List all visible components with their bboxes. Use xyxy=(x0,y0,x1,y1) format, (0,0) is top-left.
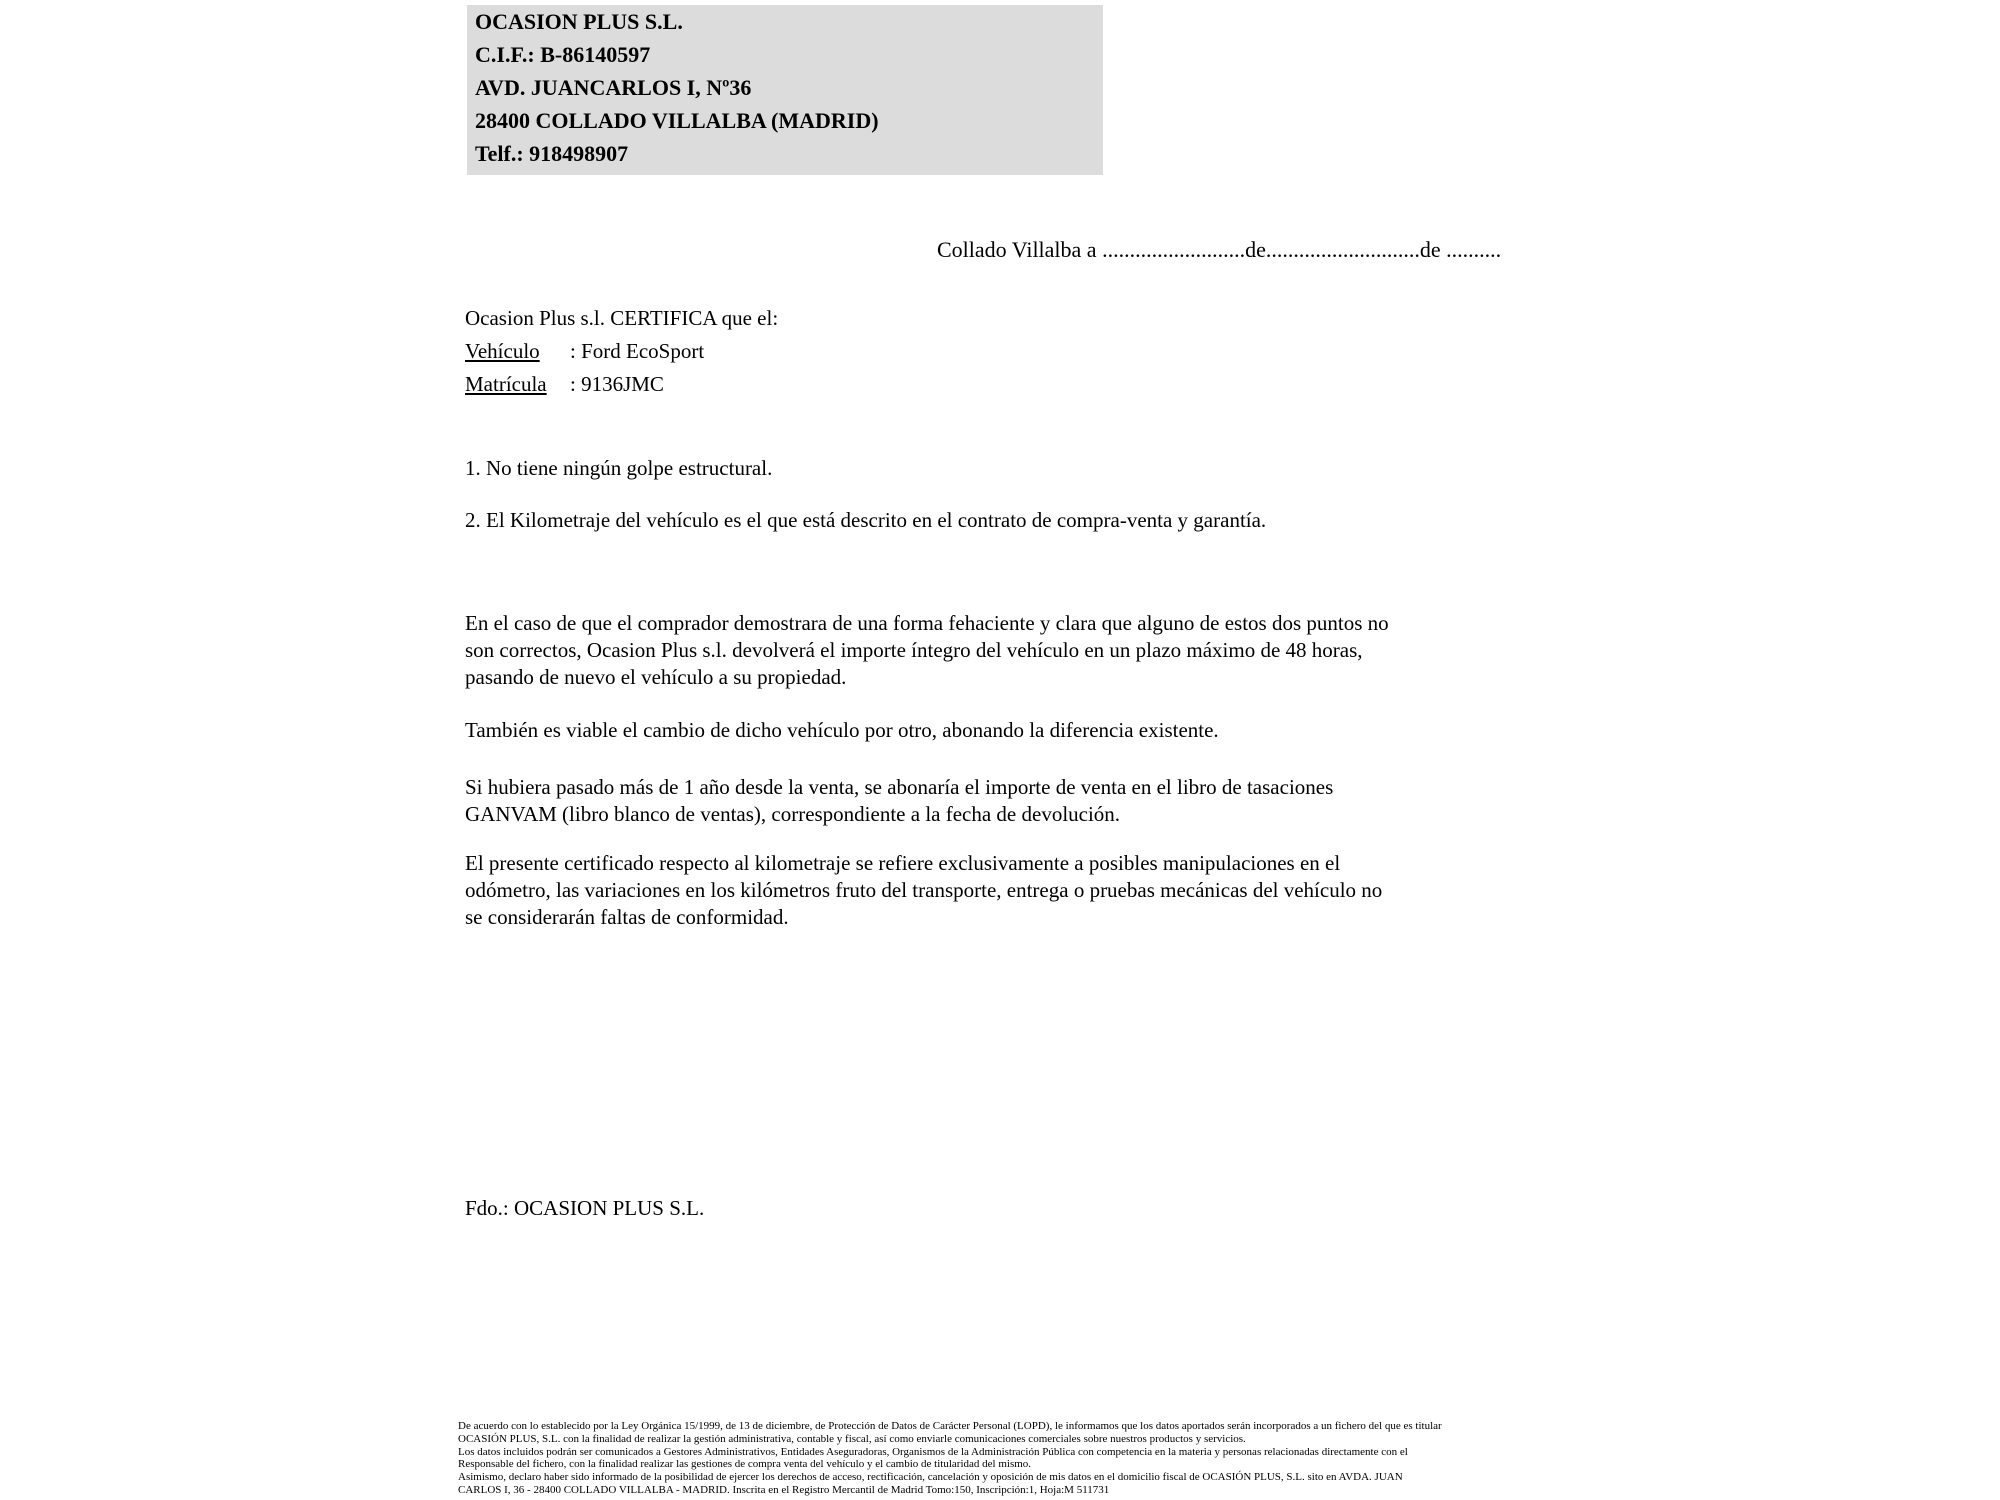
paragraph-line: El presente certificado respecto al kilometraje se refiere exclusivamente a posibles manipulaciones en el xyxy=(465,851,1341,875)
certifica-intro: Ocasion Plus s.l. CERTIFICA que el: xyxy=(465,306,779,330)
paragraph-line: También es viable el cambio de dicho vehículo por otro, abonando la diferencia existente. xyxy=(465,718,1219,742)
legal-footer-line: De acuerdo con lo establecido por la Ley Orgánica 15/1999, de 13 de diciembre, de Protección de Datos de Carácter Personal (LOPD), le informamos que los datos aportados serán incorporados a un fichero del que es titular xyxy=(458,1420,1442,1432)
paragraph-line: GANVAM (libro blanco de ventas), correspondiente a la fecha de devolución. xyxy=(465,802,1121,826)
paragraph-ganvam xyxy=(465,774,1333,828)
paragraph-odometer xyxy=(465,850,1382,931)
vehicle-value: : Ford EcoSport xyxy=(570,339,705,363)
vehicle-label-wrap xyxy=(465,335,570,368)
legal-footer-line: Responsable del fichero, con la finalidad realizar las gestiones de compra venta del vehículo y el cambio de titularidad del mismo. xyxy=(458,1458,1032,1471)
legal-footer-line: CARLOS I, 36 - 28400 COLLADO VILLALBA - MADRID. Inscrita en el Registro Mercantil de Madrid Tomo:150, Inscripción:1, Hoja:M 511731 xyxy=(458,1483,1110,1496)
legal-footer xyxy=(458,1420,1442,1497)
company-cif: C.I.F.: B-86140597 xyxy=(475,42,651,67)
vehicle-field xyxy=(465,335,778,368)
paragraph-line: En el caso de que el comprador demostrara de una forma fehaciente y clara que alguno de estos dos puntos no xyxy=(465,611,1389,635)
paragraph-exchange xyxy=(465,717,1219,744)
paragraph-line: odómetro, las variaciones en los kilómetros fruto del transporte, entrega o pruebas mecánicas del vehículo no xyxy=(465,878,1383,902)
paragraph-refund xyxy=(465,610,1389,691)
certification-block xyxy=(465,302,778,401)
company-city: 28400 COLLADO VILLALBA (MADRID) xyxy=(475,108,879,133)
legal-footer-line: Asimismo, declaro haber sido informado de la posibilidad de ejercer los derechos de acceso, rectificación, cancelación y oposición de mis datos en el domicilio fiscal de OCASIÓN PLUS, S.L. sito en AVDA. JUAN xyxy=(458,1471,1403,1484)
paragraph-line: pasando de nuevo el vehículo a su propiedad. xyxy=(465,665,847,689)
company-header-box xyxy=(467,5,1103,175)
company-address: AVD. JUANCARLOS I, Nº36 xyxy=(475,75,752,100)
plate-field xyxy=(465,368,778,401)
legal-footer-line: Los datos incluidos podrán ser comunicados a Gestores Administrativos, Entidades Aseguradoras, Organismos de la Administración Pública con competencia en la materia y personas relacionadas directamente con el xyxy=(458,1445,1408,1458)
plate-label-wrap xyxy=(465,368,570,401)
paragraph-line: Si hubiera pasado más de 1 año desde la venta, se abonaría el importe de venta en el libro de tasaciones xyxy=(465,775,1334,799)
point-structural-damage: 1. No tiene ningún golpe estructural. xyxy=(465,456,773,480)
company-name: OCASION PLUS S.L. xyxy=(475,9,683,34)
vehicle-label: Vehículo xyxy=(465,339,540,363)
plate-value: : 9136JMC xyxy=(570,372,664,396)
paragraph-line: son correctos, Ocasion Plus s.l. devolverá el importe íntegro del vehículo en un plazo máximo de 48 horas, xyxy=(465,638,1363,662)
point-mileage: 2. El Kilometraje del vehículo es el que está descrito en el contrato de compra-venta y garantía. xyxy=(465,508,1267,532)
signature-line: Fdo.: OCASION PLUS S.L. xyxy=(465,1196,705,1220)
company-phone: Telf.: 918498907 xyxy=(475,141,629,166)
date-place-line: Collado Villalba a ..........................de............................de .......... xyxy=(937,237,1502,262)
paragraph-line: se considerarán faltas de conformidad. xyxy=(465,905,789,929)
plate-label: Matrícula xyxy=(465,372,547,396)
legal-footer-line: OCASIÓN PLUS, S.L. con la finalidad de realizar la gestión administrativa, contable y fiscal, así como enviarle comunicaciones comerciales sobre nuestros productos y servicios. xyxy=(458,1432,1246,1445)
